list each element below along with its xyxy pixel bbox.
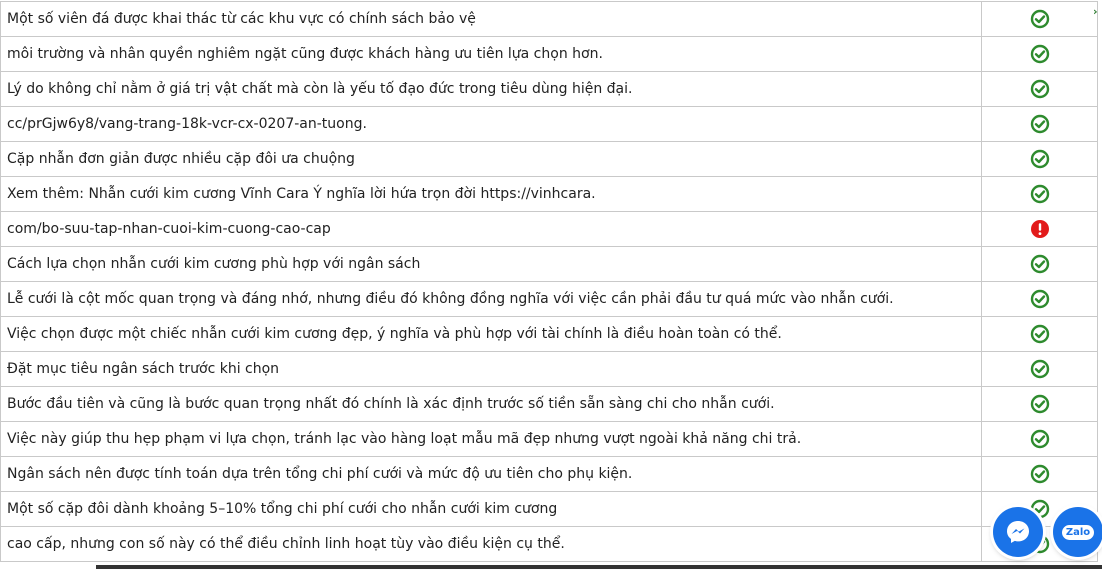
row-status-cell — [982, 142, 1098, 177]
row-status-cell — [982, 107, 1098, 142]
row-status-cell — [982, 352, 1098, 387]
table-row — [1, 177, 1098, 212]
row-text-cell: Cách lựa chọn nhẫn cưới kim cương phù hợp với ngân sách — [1, 247, 982, 282]
row-text-cell: Bước đầu tiên và cũng là bước quan trọng nhất đó chính là xác định trước số tiền sẵn sàng chi cho nhẫn cưới. — [1, 387, 982, 422]
table-row — [1, 142, 1098, 177]
row-text-cell: Việc này giúp thu hẹp phạm vi lựa chọn, tránh lạc vào hàng loạt mẫu mã đẹp nhưng vượt ngoài khả năng chi trả. — [1, 422, 982, 457]
row-status-cell — [982, 457, 1098, 492]
row-text-cell: cao cấp, nhưng con số này có thể điều chỉnh linh hoạt tùy vào điều kiện cụ thể. — [1, 527, 982, 562]
row-text-cell: Xem thêm: Nhẫn cưới kim cương Vĩnh Cara Ý nghĩa lời hứa trọn đời https://vinhcara. — [1, 177, 982, 212]
table-row — [1, 247, 1098, 282]
table-row — [1, 72, 1098, 107]
row-text-cell: môi trường và nhân quyền nghiêm ngặt cũng được khách hàng ưu tiên lựa chọn hơn. — [1, 37, 982, 72]
row-status-cell — [982, 422, 1098, 457]
table-row — [1, 422, 1098, 457]
messenger-button[interactable] — [993, 507, 1043, 557]
check-circle-icon — [1030, 79, 1050, 99]
check-circle-icon — [1030, 359, 1050, 379]
messenger-icon — [1004, 518, 1032, 546]
table-row — [1, 212, 1098, 247]
table-row — [1, 317, 1098, 352]
row-status-cell — [982, 37, 1098, 72]
row-status-cell — [982, 387, 1098, 422]
zalo-icon: Zalo — [1062, 525, 1094, 540]
table-body — [1, 2, 1098, 562]
check-results-table — [0, 1, 1098, 562]
check-circle-icon — [1030, 114, 1050, 134]
check-circle-icon — [1030, 9, 1050, 29]
row-status-cell — [982, 72, 1098, 107]
check-circle-icon — [1030, 44, 1050, 64]
check-circle-icon — [1030, 149, 1050, 169]
row-text-cell: Ngân sách nên được tính toán dựa trên tổng chi phí cưới và mức độ ưu tiên cho phụ kiện. — [1, 457, 982, 492]
check-circle-icon — [1030, 464, 1050, 484]
exclamation-circle-icon — [1030, 219, 1050, 239]
row-text-cell: com/bo-suu-tap-nhan-cuoi-kim-cuong-cao-cap — [1, 212, 982, 247]
zalo-button[interactable] — [1053, 507, 1102, 557]
row-text-cell: Một số cặp đôi dành khoảng 5–10% tổng chi phí cưới cho nhẫn cưới kim cương — [1, 492, 982, 527]
table-row — [1, 457, 1098, 492]
row-status-cell — [982, 317, 1098, 352]
table-row — [1, 492, 1098, 527]
row-text-cell: Việc chọn được một chiếc nhẫn cưới kim cương đẹp, ý nghĩa và phù hợp với tài chính là điều hoàn toàn có thể. — [1, 317, 982, 352]
row-status-cell — [982, 247, 1098, 282]
row-status-cell — [982, 177, 1098, 212]
table-row — [1, 2, 1098, 37]
check-circle-icon — [1030, 324, 1050, 344]
row-text-cell: Một số viên đá được khai thác từ các khu vực có chính sách bảo vệ — [1, 2, 982, 37]
row-text-cell: cc/prGjw6y8/vang-trang-18k-vcr-cx-0207-an-tuong. — [1, 107, 982, 142]
row-text-cell: Lý do không chỉ nằm ở giá trị vật chất mà còn là yếu tố đạo đức trong tiêu dùng hiện đại. — [1, 72, 982, 107]
table-row — [1, 352, 1098, 387]
table-row — [1, 282, 1098, 317]
table-row — [1, 37, 1098, 72]
row-text-cell: Cặp nhẫn đơn giản được nhiều cặp đôi ưa chuộng — [1, 142, 982, 177]
table-row — [1, 387, 1098, 422]
check-circle-icon — [1030, 429, 1050, 449]
check-circle-icon — [1030, 254, 1050, 274]
horizontal-scrollbar[interactable] — [96, 565, 1102, 569]
table-row — [1, 107, 1098, 142]
row-status-cell — [982, 212, 1098, 247]
row-status-cell — [982, 282, 1098, 317]
chevron-right-icon: › — [1093, 5, 1098, 18]
check-circle-icon — [1030, 394, 1050, 414]
check-circle-icon — [1030, 289, 1050, 309]
row-text-cell: Đặt mục tiêu ngân sách trước khi chọn — [1, 352, 982, 387]
row-text-cell: Lễ cưới là cột mốc quan trọng và đáng nhớ, nhưng điều đó không đồng nghĩa với việc cần phải đầu tư quá mức vào nhẫn cưới. — [1, 282, 982, 317]
row-status-cell — [982, 2, 1098, 37]
check-circle-icon — [1030, 184, 1050, 204]
table-row — [1, 527, 1098, 562]
